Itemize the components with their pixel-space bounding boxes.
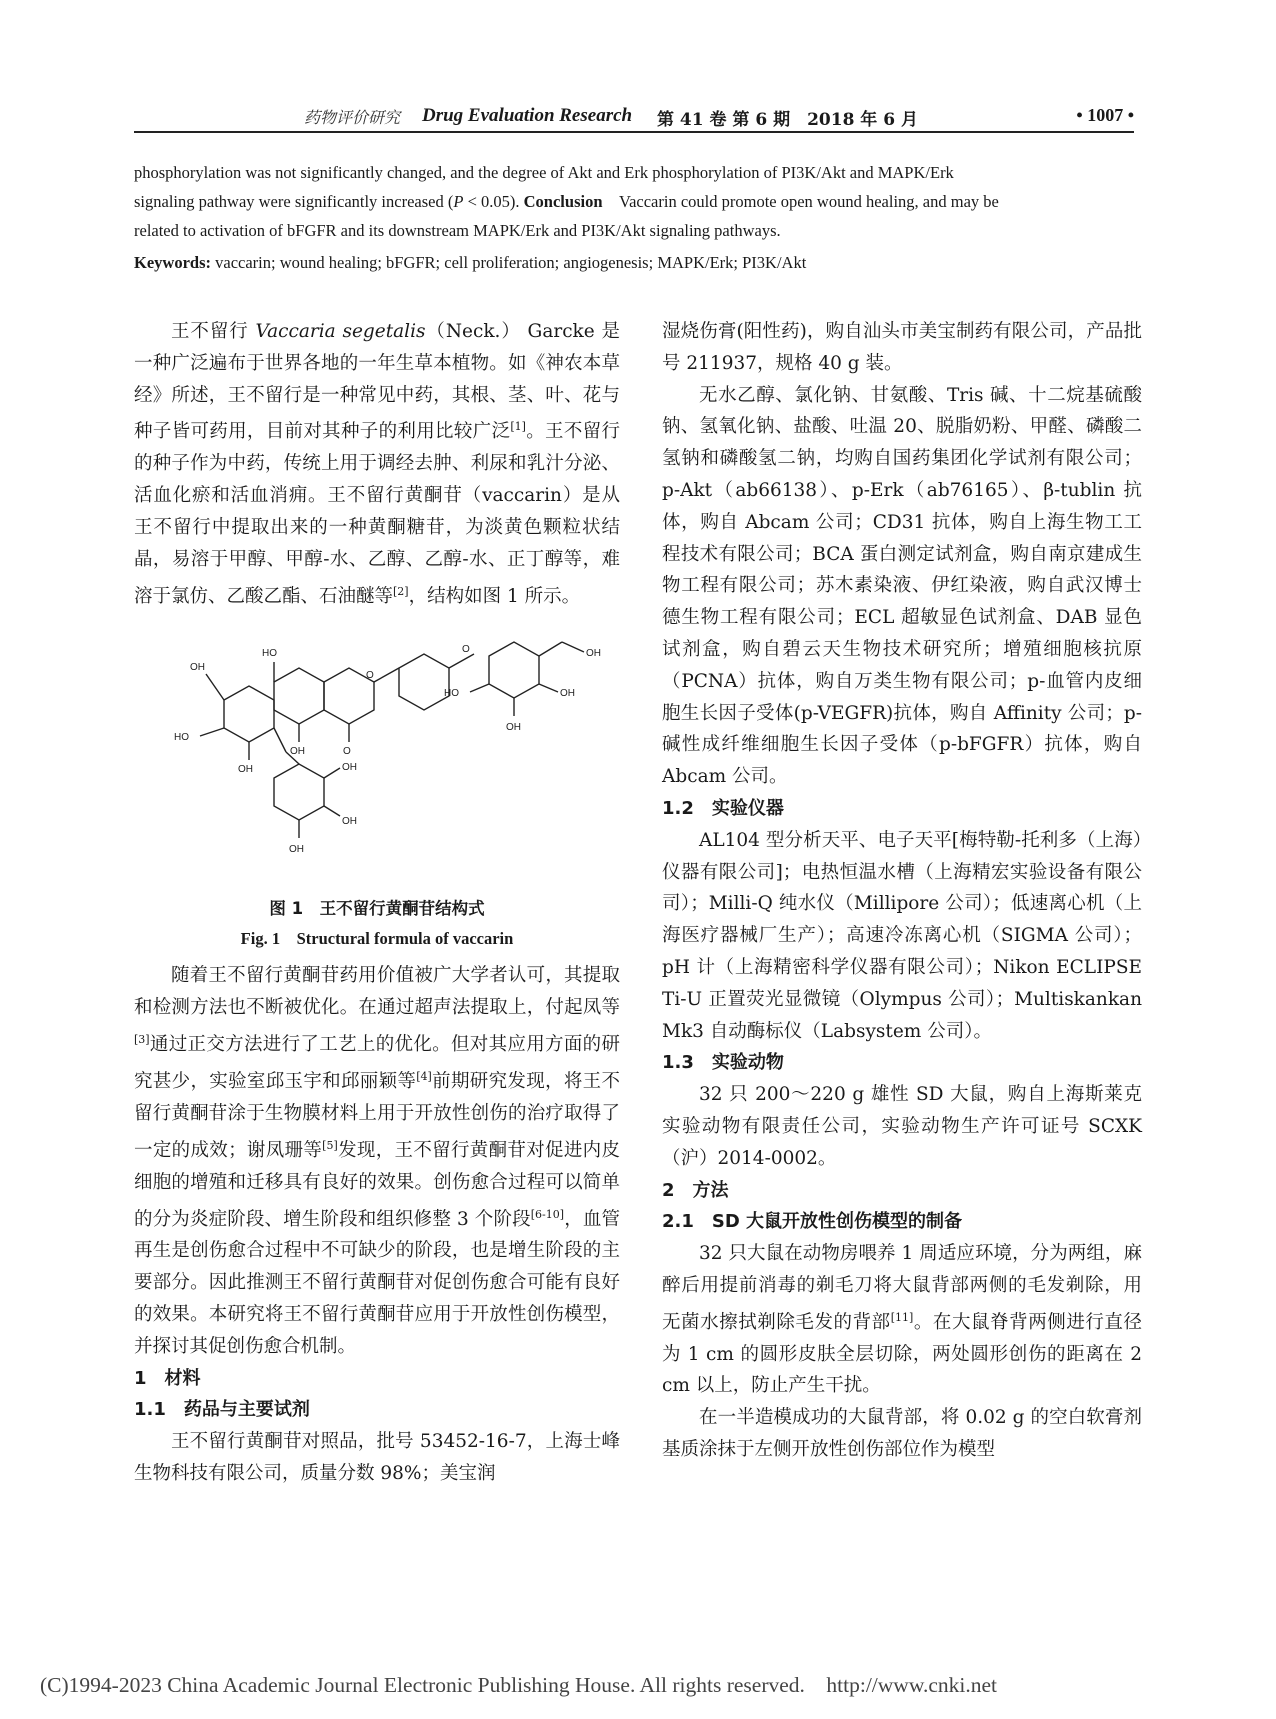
abstract-line: signaling pathway were significantly increased (P < 0.05). Conclusion Vaccarin could promote open wound healing, and may be xyxy=(134,192,999,211)
structure-figure xyxy=(134,612,620,894)
running-header xyxy=(134,103,1134,131)
reagents-paragraph: 无水乙醇、氯化钠、甘氨酸、Tris 碱、十二烷基硫酸钠、氢氧化钠、盐酸、吐温 20、脱脂奶粉、甲醛、磷酸二氢钠和磷酸氢二钠，均购自国药集团化学试剂有限公司；p-Akt（ab66138）、p-Erk（ab76165）、β-tublin 抗体，购自 Abcam 公司；CD31 抗体，购自上海生物工工程技术有限公司；BCA 蛋白测定试剂盒，购自南京建成生物工程有限公司；苏木素染液、伊红染液，购自武汉博士德生物工程有限公司；ECL 超敏显色试剂盒、DAB 显色试剂盒，购自碧云天生物技术研究所；增殖细胞核抗原（PCNA）抗体，购自万类生物有限公司；p-血管内皮细胞生长因子受体(p-VEGFR)抗体，购自 Affinity 公司；p-碱性成纤维细胞生长因子受体（p-bFGFR）抗体，购自 Abcam 公司。 xyxy=(662,384,1142,788)
oh-label: OH xyxy=(289,844,304,856)
oh-label: OH xyxy=(342,816,357,828)
page-number: • 1007 • xyxy=(1076,105,1134,125)
intro-paragraph-1: 王不留行 Vaccaria segetalis（Neck.） Garcke 是一种广泛遍布于世界各地的一年生草本植物。如《神农本草经》所述，王不留行是一种常见中药，其根、茎、叶、花与种子皆可药用，目前对其种子的利用比较广泛[1]。王不留行的种子作为中药，传统上用于调经去肿、利尿和乳汁分泌、活血化瘀和活血消痈。王不留行黄酮苷（vaccarin）是从王不留行中提取出来的一种黄酮糖苷，为淡黄色颗粒状结晶，易溶于甲醇、甲醇-水、乙醇、乙醇-水、正丁醇等，难溶于氯仿、乙酸乙酯、石油醚等[2]，结构如图 1 所示。 xyxy=(134,321,621,607)
keywords-label: Keywords: xyxy=(134,253,211,272)
left-column xyxy=(134,316,620,1490)
methods-paragraph-2: 在一半造模成功的大鼠背部，将 0.02 g 的空白软膏剂基质涂抹于左侧开放性创伤部位作为模型 xyxy=(662,1407,1142,1461)
subsection-heading: 1.3 实验动物 xyxy=(662,1052,784,1074)
methods-paragraph: 32 只大鼠在动物房喂养 1 周适应环境，分为两组，麻醉后用提前消毒的剃毛刀将大鼠背部两侧的毛发剃除，用无菌水擦拭剃除毛发的背部[11]。在大鼠脊背两侧进行直径为 1 cm 的圆形皮肤全层切除，两处圆形创伤的距离在 2 cm 以上，防止产生干扰。 xyxy=(662,1243,1142,1397)
oh-label: OH xyxy=(506,722,521,734)
section-heading: 1 材料 xyxy=(134,1367,201,1389)
conclusion-label: Conclusion xyxy=(523,192,603,211)
ho-label: HO xyxy=(262,648,277,660)
journal-logo: 药物评价研究 xyxy=(304,108,401,127)
oh-label: OH xyxy=(560,688,575,700)
subsection-heading: 1.2 实验仪器 xyxy=(662,797,784,819)
journal-name: Drug Evaluation Research xyxy=(422,105,633,126)
materials-paragraph: 王不留行黄酮苷对照品，批号 53452-16-7，上海士峰生物科技有限公司，质量分数 98%；美宝润 xyxy=(134,1431,620,1485)
o-label: O xyxy=(462,644,470,656)
o-label: O xyxy=(366,670,374,682)
subsection-heading: 2.1 SD 大鼠开放性创伤模型的制备 xyxy=(662,1211,963,1233)
o-label: O xyxy=(343,746,351,758)
figure-caption-en: Fig. 1 Structural formula of vaccarin xyxy=(240,929,514,949)
vaccarin-structure-svg xyxy=(134,612,620,894)
section-heading: 2 方法 xyxy=(662,1179,729,1201)
animals-paragraph: 32 只 200～220 g 雄性 SD 大鼠，购自上海斯莱克实验动物有限责任公司，实验动物生产许可证号 SCXK（沪）2014-0002。 xyxy=(662,1084,1142,1169)
oh-label: OH xyxy=(190,662,205,674)
abstract-line: phosphorylation was not significantly changed, and the degree of Akt and Erk phosphorylation of PI3K/Akt and MAPK/Erk xyxy=(134,163,954,182)
oh-label: OH xyxy=(342,762,357,774)
instruments-paragraph: AL104 型分析天平、电子天平[梅特勒-托利多（上海）仪器有限公司]；电热恒温水槽（上海精宏实验设备有限公司）；Milli-Q 纯水仪（Millipore 公司）；低速离心机（上海医疗器械厂生产）；高速冷冻离心机（SIGMA 公司）；pH 计（上海精密科学仪器有限公司）；Nikon ECLIPSE Ti-U 正置荧光显微镜（Olympus 公司）；Multiskankan Mk3 自动酶标仪（Labsystem 公司）。 xyxy=(662,829,1142,1042)
oh-label: OH xyxy=(290,746,305,758)
figure-caption-cn: 图 1 王不留行黄酮苷结构式 xyxy=(269,899,485,919)
abstract-line: related to activation of bFGFR and its downstream MAPK/Erk and PI3K/Akt signaling pathways. xyxy=(134,221,781,240)
subsection-heading: 1.1 药品与主要试剂 xyxy=(134,1399,310,1421)
header-rule xyxy=(134,131,1134,133)
abstract-tail xyxy=(134,158,1134,277)
ho-label: HO xyxy=(174,732,189,744)
intro-paragraph-2: 随着王不留行黄酮苷药用价值被广大学者认可，其提取和检测方法也不断被优化。在通过超声法提取上，付起凤等[3]通过正交方法进行了工艺上的优化。但对其应用方面的研究甚少，实验室邱玉宇和邱丽颖等[4]前期研究发现，将王不留行黄酮苷涂于生物膜材料上用于开放性创伤的治疗取得了一定的成效；谢凤珊等[5]发现，王不留行黄酮苷对促进内皮细胞的增殖和迁移具有良好的效果。创伤愈合过程可以简单的分为炎症阶段、增生阶段和组织修整 3 个阶段[6-10]，血管再生是创伤愈合过程中不可缺少的阶段，也是增生阶段的主要部分。因此推测王不留行黄酮苷对促创伤愈合可能有良好的效果。本研究将王不留行黄酮苷应用于开放性创伤模型，并探讨其促创伤愈合机制。 xyxy=(134,965,620,1357)
oh-label: OH xyxy=(238,764,253,776)
issue-info: 第 41 卷 第 6 期 2018 年 6 月 xyxy=(657,110,918,130)
keywords: Keywords: vaccarin; wound healing; bFGFR; cell proliferation; angiogenesis; MAPK/Erk; PI3K/Akt xyxy=(134,253,807,272)
copyright-footer: (C)1994-2023 China Academic Journal Electronic Publishing House. All rights reserved. http://www.cnki.net xyxy=(40,1673,997,1697)
materials-paragraph-cont: 湿烧伤膏(阳性药)，购自汕头市美宝制药有限公司，产品批号 211937，规格 40 g 装。 xyxy=(662,321,1142,374)
oh-label: OH xyxy=(586,648,601,660)
right-column xyxy=(662,316,1142,1466)
ho-label: HO xyxy=(444,688,459,700)
